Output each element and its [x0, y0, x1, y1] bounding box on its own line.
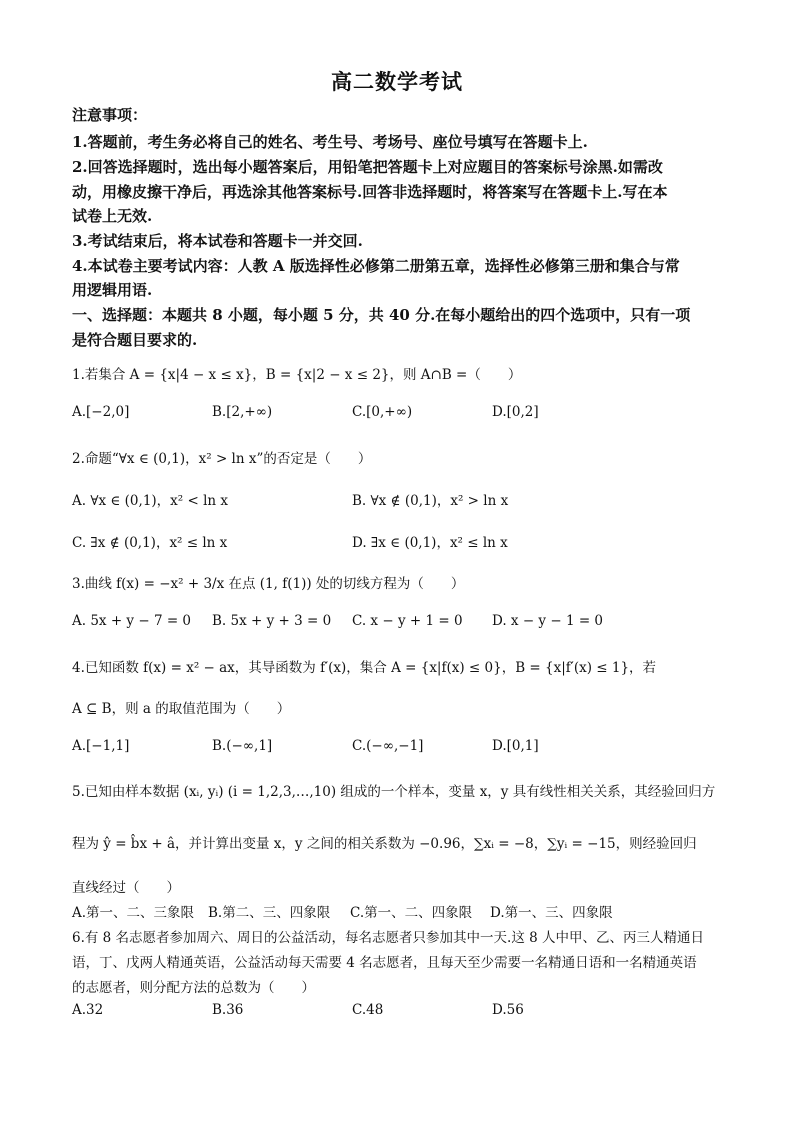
notice-line: 2.回答选择题时，选出每小题答案后，用铅笔把答题卡上对应题目的答案标号涂黑.如需改 [72, 158, 663, 176]
notice-line: 1.答题前，考生务必将自己的姓名、考生号、考场号、座位号填写在答题卡上. [72, 133, 588, 151]
question-3-option-a: A. 5x + y − 7 = 0 [72, 613, 192, 629]
question-1-stem: 1.若集合 A = {x|4 − x ≤ x}，B = {x|2 − x ≤ 2}，则 A∩B =（ ） [72, 367, 522, 383]
question-2-stem: 2.命题“∀x ∈ (0,1)，x² > ln x”的否定是（ ） [72, 451, 372, 467]
notice-line: 动，用橡皮擦干净后，再选涂其他答案标号.回答非选择题时，将答案写在答题卡上.写在本 [72, 183, 668, 201]
question-2-option-b: B. ∀x ∉ (0,1)，x² > ln x [352, 493, 509, 509]
question-6-stem-cont: 的志愿者，则分配方法的总数为（ ） [72, 980, 315, 996]
question-3-option-b: B. 5x + y + 3 = 0 [212, 613, 332, 629]
question-2-option-a: A. ∀x ∈ (0,1)，x² < ln x [72, 493, 229, 509]
question-4-stem-cont: A ⊆ B，则 a 的取值范围为（ ） [72, 701, 291, 717]
question-6-stem-cont: 语，丁、戊两人精通英语，公益活动每天需要 4 名志愿者，且每天至少需要一名精通日语和一名精通英语 [72, 955, 697, 971]
question-4-option-b: B.(−∞,1] [212, 738, 273, 754]
section-heading: 一、选择题：本题共 8 小题，每小题 5 分，共 40 分.在每小题给出的四个选项中，只有一项 [72, 306, 691, 324]
question-4-option-a: A.[−1,1] [72, 738, 130, 754]
question-6-option-a: A.32 [72, 1002, 104, 1018]
question-2-option-d: D. ∃x ∈ (0,1)，x² ≤ ln x [352, 535, 508, 551]
question-4-option-c: C.(−∞,−1] [352, 738, 424, 754]
question-3-option-d: D. x − y − 1 = 0 [492, 613, 604, 629]
question-6-option-c: C.48 [352, 1002, 384, 1018]
question-5-stem-cont: 直线经过（ ） [72, 880, 180, 896]
question-2-option-c: C. ∃x ∉ (0,1)，x² ≤ ln x [72, 535, 228, 551]
question-6-stem: 6.有 8 名志愿者参加周六、周日的公益活动，每名志愿者只参加其中一天.这 8 人中甲、乙、丙三人精通日 [72, 930, 705, 946]
question-1-option-c: C.[0,+∞) [352, 404, 413, 420]
notice-line: 4.本试卷主要考试内容：人教 A 版选择性必修第二册第五章，选择性必修第三册和集合与常 [72, 257, 680, 275]
question-5-stem-cont: 程为 ŷ = b̂x + â，并计算出变量 x，y 之间的相关系数为 −0.96，∑xᵢ = −8，∑yᵢ = −15，则经验回归 [72, 836, 697, 852]
question-5-option-b: B.第二、三、四象限 [208, 905, 331, 921]
question-1-option-a: A.[−2,0] [72, 404, 130, 420]
question-3-option-c: C. x − y + 1 = 0 [352, 613, 463, 629]
question-6-option-b: B.36 [212, 1002, 244, 1018]
question-5-option-c: C.第一、二、四象限 [350, 905, 473, 921]
question-5-stem: 5.已知由样本数据 (xᵢ, yᵢ) (i = 1,2,3,…,10) 组成的一个样本，变量 x，y 具有线性相关关系，其经验回归方 [72, 784, 716, 800]
question-1-option-d: D.[0,2] [492, 404, 539, 420]
exam-title: 高二数学考试 [331, 69, 463, 94]
notice-line: 3.考试结束后，将本试卷和答题卡一并交回. [72, 232, 363, 250]
notice-heading: 注意事项： [72, 106, 148, 124]
section-heading-cont: 是符合题目要求的. [72, 331, 198, 349]
question-4-stem: 4.已知函数 f(x) = x² − ax，其导函数为 f′(x)，集合 A = {x|f(x) ≤ 0}，B = {x|f′(x) ≤ 1}，若 [72, 660, 657, 676]
question-1-option-b: B.[2,+∞) [212, 404, 273, 420]
question-5-option-d: D.第一、三、四象限 [490, 905, 613, 921]
notice-line: 试卷上无效. [72, 207, 153, 225]
question-4-option-d: D.[0,1] [492, 738, 539, 754]
question-6-option-d: D.56 [492, 1002, 524, 1018]
question-3-stem: 3.曲线 f(x) = −x² + 3/x 在点 (1, f(1)) 处的切线方程为（ ） [72, 576, 465, 592]
question-5-option-a: A.第一、二、三象限 [72, 905, 195, 921]
notice-line: 用逻辑用语. [72, 281, 153, 299]
